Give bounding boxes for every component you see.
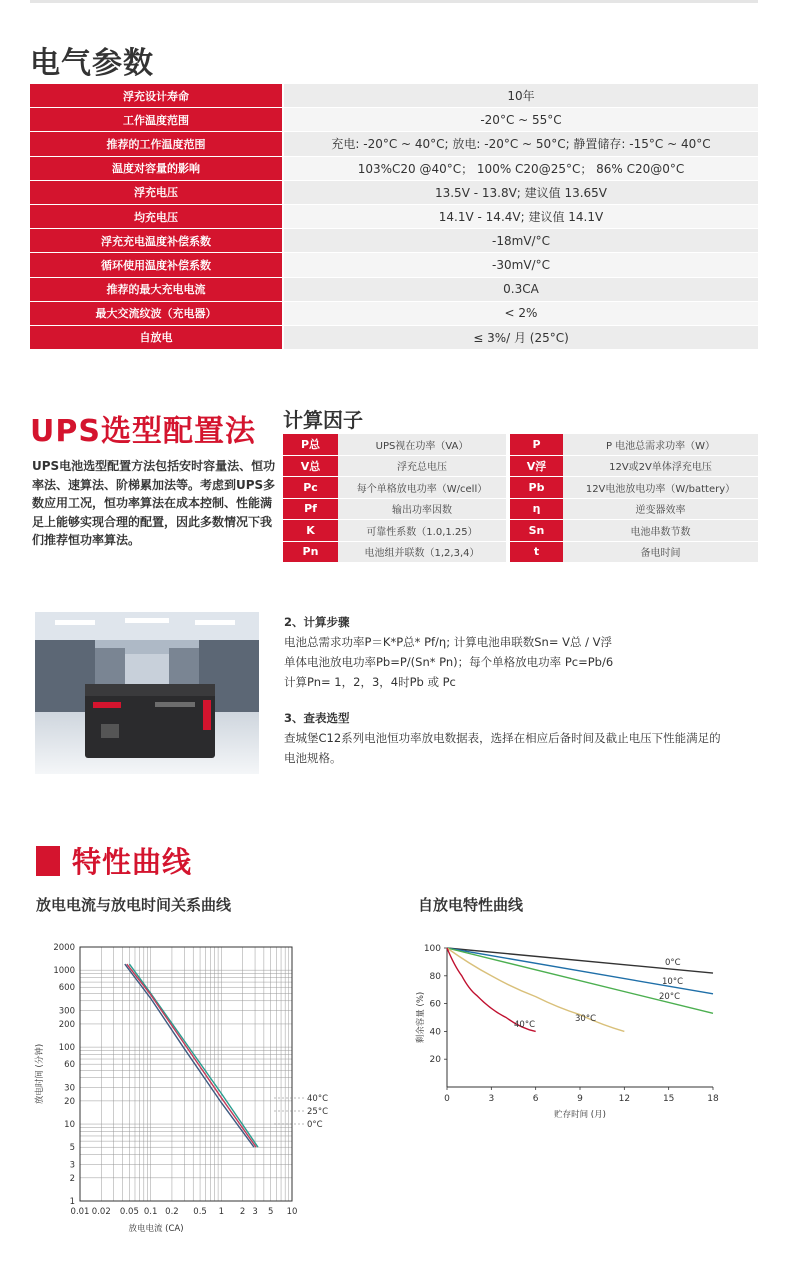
factor-desc: 逆变器效率 [563, 499, 758, 520]
x-tick-label: 12 [618, 1094, 631, 1104]
param-label: 最大交流纹波（充电器） [30, 302, 282, 325]
param-label: 推荐的最大充电电流 [30, 278, 282, 301]
x-tick-label: 0.01 [70, 1207, 90, 1217]
discharge-curve-chart [30, 935, 340, 1240]
param-label: 浮充电压 [30, 181, 282, 204]
battery-photo-art [35, 612, 259, 774]
param-label: 浮充设计寿命 [30, 84, 282, 107]
param-label: 推荐的工作温度范围 [30, 132, 282, 155]
param-label: 自放电 [30, 326, 282, 349]
step3-line2: 电池规格。 [284, 751, 342, 765]
series-label: 20°C [659, 992, 681, 1002]
x-tick-label: 9 [577, 1094, 583, 1104]
step3-title: 3、查表选型 [284, 711, 350, 725]
param-value: -20°C ~ 55°C [282, 108, 758, 131]
param-row [30, 253, 758, 277]
param-label: 工作温度范围 [30, 108, 282, 131]
calc-factors-table [283, 434, 758, 563]
y-tick-label: 40 [429, 1027, 441, 1038]
y-tick-label: 100 [423, 944, 441, 954]
battery-photo [35, 612, 259, 774]
param-row [30, 278, 758, 302]
x-tick-label: 0.5 [193, 1207, 207, 1217]
top-divider [30, 0, 758, 3]
series-label: 10°C [662, 977, 684, 987]
y-tick-label: 20 [64, 1096, 75, 1107]
series-label: 0°C [665, 958, 681, 968]
factor-symbol: P总 [283, 434, 338, 455]
electrical-params-table [30, 84, 758, 350]
param-row [30, 229, 758, 253]
factor-desc: 输出功率因数 [338, 499, 508, 520]
ups-title: UPS选型配置法 [30, 414, 256, 449]
x-axis-label: 放电电流 (CA) [128, 1224, 184, 1234]
series-line [447, 948, 624, 1031]
curves-title-marker [36, 846, 60, 876]
y-tick-label: 3 [69, 1160, 75, 1171]
x-axis-label: 贮存时间 (月) [554, 1110, 606, 1120]
chart1-title: 放电电流与放电时间关系曲线 [36, 896, 232, 914]
factor-symbol: Sn [508, 520, 563, 541]
calc-row [283, 499, 758, 521]
x-tick-label: 6 [532, 1094, 539, 1104]
step2-line3: 计算Pn= 1，2，3，4时Pb 或 Pc [284, 675, 456, 689]
step2-title: 2、计算步骤 [284, 615, 350, 629]
param-row [30, 205, 758, 229]
factor-symbol: V总 [283, 456, 338, 477]
param-label: 均充电压 [30, 205, 282, 228]
factor-symbol: t [508, 542, 563, 563]
factor-desc: 备电时间 [563, 542, 758, 563]
x-tick-label: 0.05 [119, 1207, 139, 1217]
y-tick-label: 600 [58, 983, 75, 994]
x-tick-label: 0 [444, 1094, 450, 1104]
x-tick-label: 0.1 [143, 1207, 158, 1217]
factor-desc: 浮充总电压 [338, 456, 508, 477]
x-tick-label: 18 [707, 1094, 719, 1104]
param-row [30, 108, 758, 132]
factor-symbol: Pf [283, 499, 338, 520]
curves-title-text: 特性曲线 [72, 845, 193, 879]
param-value: < 2% [282, 302, 758, 325]
curves-title [36, 840, 192, 881]
step2-line1: 电池总需求功率P＝K*P总* Pf/η; 计算电池串联数Sn= V总 / V浮 [284, 635, 613, 649]
step3-line1: 查城堡C12系列电池恒功率放电数据表，选择在相应后备时间及截止电压下性能满足的 [284, 731, 721, 745]
factor-symbol: P [508, 434, 563, 455]
calc-steps [284, 612, 764, 768]
series-line [125, 964, 254, 1147]
y-tick-label: 80 [429, 971, 441, 982]
ups-description: UPS电池选型配置方法包括安时容量法、恒功率法、速算法、阶梯累加法等。考虑到UPS多数应用工况，恒功率算法在成本控制、性能满足上能够实现合理的配置，因此多数情况下我们推荐恒功率算法。 [32, 459, 276, 547]
self-discharge-chart [410, 935, 740, 1125]
factor-symbol: η [508, 499, 563, 520]
param-row [30, 84, 758, 108]
param-row [30, 326, 758, 350]
x-tick-label: 3 [488, 1094, 495, 1104]
y-tick-label: 20 [429, 1055, 441, 1066]
calc-row [283, 456, 758, 478]
factor-symbol: Pc [283, 477, 338, 498]
param-row [30, 302, 758, 326]
factor-desc: 可靠性系数（1.0,1.25） [338, 520, 508, 541]
series-label: 25°C [307, 1107, 329, 1117]
param-value: -18mV/°C [282, 229, 758, 252]
calc-row [283, 542, 758, 564]
param-value: -30mV/°C [282, 253, 758, 276]
series-label: 30°C [575, 1014, 597, 1024]
param-row [30, 132, 758, 156]
x-tick-label: 0.2 [165, 1207, 179, 1217]
y-tick-label: 2000 [53, 943, 75, 953]
x-tick-label: 10 [286, 1207, 298, 1217]
factor-symbol: V浮 [508, 456, 563, 477]
factor-desc: 电池串数节数 [563, 520, 758, 541]
param-value: 14.1V - 14.4V; 建议值 14.1V [282, 205, 758, 228]
factor-desc: 12V电池放电功率（W/battery） [563, 477, 758, 498]
calc-row [283, 434, 758, 456]
factor-desc: 每个单格放电功率（W/cell） [338, 477, 508, 498]
series-label: 40°C [307, 1094, 329, 1104]
y-axis-label: 剩余容量 (%) [416, 991, 426, 1044]
param-row [30, 157, 758, 181]
calc-row [283, 520, 758, 542]
x-tick-label: 5 [268, 1207, 274, 1217]
plot-frame [80, 947, 292, 1201]
x-tick-label: 2 [239, 1207, 246, 1217]
x-tick-label: 3 [252, 1207, 258, 1217]
y-tick-label: 200 [58, 1019, 75, 1030]
x-tick-label: 1 [218, 1207, 225, 1217]
param-value: 充电: -20°C ~ 40°C; 放电: -20°C ~ 50°C; 静置储存: -15°C ~ 40°C [282, 132, 758, 155]
y-tick-label: 60 [64, 1060, 75, 1071]
param-value: ≤ 3%/ 月 (25°C) [282, 326, 758, 349]
y-tick-label: 5 [69, 1143, 75, 1154]
step2-line2: 单体电池放电功率Pb=P/(Sn* Pn)；每个单格放电功率 Pc=Pb/6 [284, 655, 614, 669]
x-tick-label: 15 [662, 1094, 675, 1104]
param-label: 浮充充电温度补偿系数 [30, 229, 282, 252]
x-tick-label: 0.02 [91, 1207, 111, 1217]
param-value: 0.3CA [282, 278, 758, 301]
param-value: 10年 [282, 84, 758, 107]
y-tick-label: 300 [58, 1006, 75, 1017]
factor-symbol: Pb [508, 477, 563, 498]
factor-desc: 12V或2V单体浮充电压 [563, 456, 758, 477]
y-axis-label: 放电时间 (分钟) [35, 1043, 45, 1105]
factor-desc: UPS视在功率（VA） [338, 434, 508, 455]
chart2-title: 自放电特性曲线 [418, 896, 524, 914]
factor-symbol: Pn [283, 542, 338, 563]
series-label: 0°C [307, 1120, 323, 1130]
y-tick-label: 30 [64, 1083, 75, 1094]
factor-desc: P 电池总需求功率（W） [563, 434, 758, 455]
y-tick-label: 1 [69, 1197, 75, 1207]
calc-factors-title: 计算因子 [283, 408, 363, 432]
y-tick-label: 60 [429, 999, 441, 1010]
param-value: 103%C20 @40°C； 100% C20@25°C； 86% C20@0°C [282, 157, 758, 180]
factor-desc: 电池组并联数（1,2,3,4） [338, 542, 508, 563]
series-label: 40°C [514, 1020, 536, 1030]
calc-row [283, 477, 758, 499]
y-tick-label: 2 [69, 1173, 75, 1184]
factor-symbol: K [283, 520, 338, 541]
param-value: 13.5V - 13.8V; 建议值 13.65V [282, 181, 758, 204]
param-label: 温度对容量的影响 [30, 157, 282, 180]
y-tick-label: 10 [64, 1120, 75, 1131]
param-label: 循环使用温度补偿系数 [30, 253, 282, 276]
y-tick-label: 1000 [53, 966, 75, 977]
electrical-title: 电气参数 [30, 46, 154, 81]
param-row [30, 181, 758, 205]
y-tick-label: 100 [58, 1043, 75, 1054]
